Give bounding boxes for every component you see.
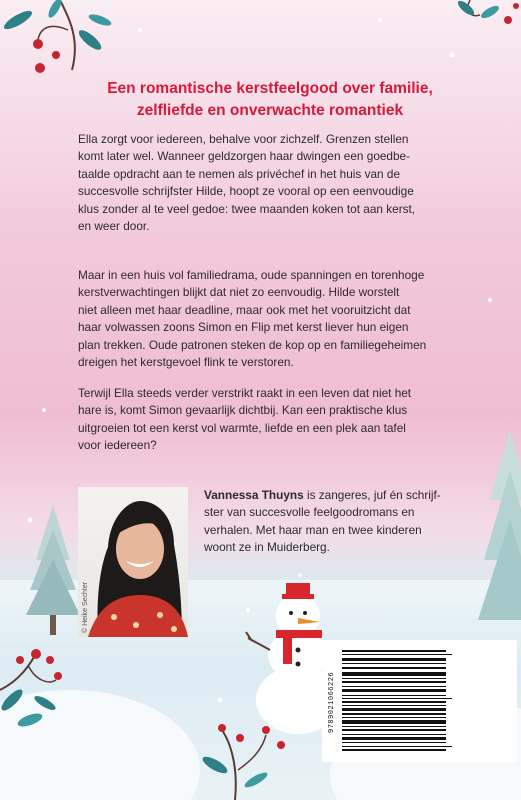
paragraph-line: voor iedereen? (78, 438, 157, 453)
pine-tree-left-icon (26, 505, 80, 635)
paragraph-line: kerstverwachtingen blijkt dat niet zo eenvoudig. Hilde worstelt (78, 285, 400, 300)
tagline-line-1: Een romantische kerstfeelgood over familie, (107, 80, 433, 97)
author-photo (78, 487, 188, 637)
photo-credit: © Heike Sechter (82, 581, 89, 633)
paragraph-line: klus zonder al te veel gedoe: twee maanden koken tot aan kerst, (78, 201, 416, 216)
paragraph-line: Maar in een huis vol familiedrama, oude spanningen en torenhoge (78, 268, 425, 282)
paragraph-line: plan trekken. Oude patronen steken de kop op en familiegeheimen (78, 337, 427, 352)
author-portrait-icon (78, 487, 188, 637)
blurb-paragraph-1 (78, 131, 458, 235)
paragraph-line: dreigen het kerstgevoel flink te verstoren. (78, 355, 294, 370)
blurb-paragraph-2 (78, 267, 458, 371)
paragraph-line: en weer door. (78, 219, 150, 234)
berry-branch-bottom-left-icon (0, 649, 62, 729)
tagline-line-2: zelfliefde en onverwachte romantiek (136, 102, 404, 119)
paragraph-line: taalde opdracht aan te nemen als privéchef in het huis van de (78, 166, 401, 181)
bio-line: verhalen. Met haar man en twee kinderen (204, 522, 422, 537)
blurb-paragraph-3 (78, 385, 458, 455)
isbn-barcode (322, 640, 517, 762)
berry-branch-top-right-icon (456, 0, 519, 24)
paragraph-line: Ella zorgt voor iedereen, behalve voor zichzelf. Grenzen stellen (78, 132, 409, 146)
paragraph-line: niet alleen met haar deadline, maar ook met het vooruitzicht dat (78, 302, 411, 317)
paragraph-line: succesvolle schrijfster Hilde, hoopt ze vooral op een eenvoudige (78, 184, 414, 199)
author-bio (204, 487, 474, 557)
isbn-number: 9789021066226 (328, 671, 336, 733)
bio-line: woont ze in Muiderberg. (204, 540, 330, 555)
author-name: Vannessa Thuyns (204, 488, 304, 502)
bio-line-1 (204, 487, 474, 504)
paragraph-line: komt later wel. Wanneer geldzorgen haar dwingen een goedbe- (78, 149, 411, 164)
paragraph-line: haar volwassen zoons Simon en Flip met kerst liever hun eigen (78, 320, 409, 335)
bio-line-1-rest: is zangeres, juf én schrijf- (303, 488, 441, 502)
berry-branch-top-left-icon (2, 0, 113, 73)
paragraph-line: uitgroeien tot een kerst vol warmte, liefde en een plek aan tafel (78, 420, 406, 435)
paragraph-line: hare is, komt Simon gevaarlijk dichtbij. Kan een praktische klus (78, 403, 408, 418)
pine-tree-right-icon (478, 430, 521, 620)
bio-line: ster van succesvolle feelgoodromans en (204, 505, 415, 520)
paragraph-line: Terwijl Ella steeds verder verstrikt raakt in een leven dat niet het (78, 386, 412, 400)
barcode-icon (342, 650, 462, 754)
tagline-heading (70, 78, 470, 122)
berry-sprig-bottom-icon (200, 724, 285, 800)
